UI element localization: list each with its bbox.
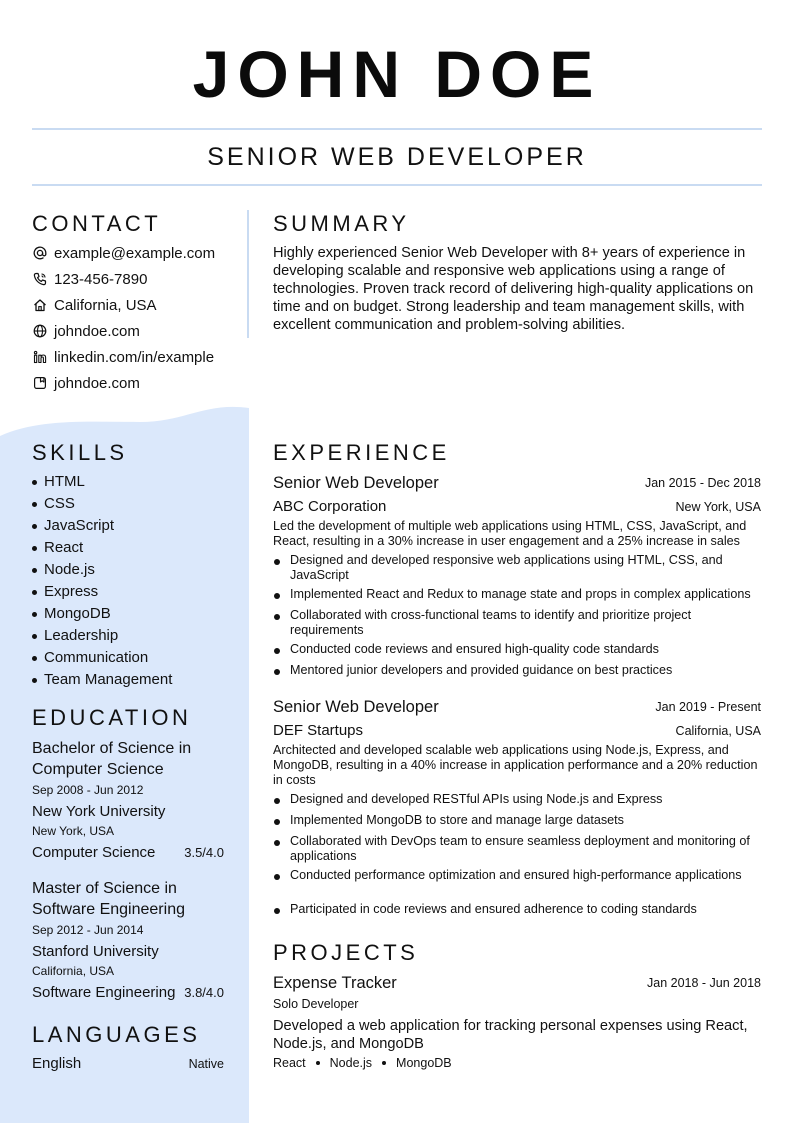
education-field-row	[32, 984, 224, 1001]
home-icon	[32, 298, 47, 313]
education-gpa: 3.8/4.0	[184, 985, 224, 1000]
job-bullet: Implemented MongoDB to store and manage large datasets	[273, 813, 763, 828]
education-school: New York University	[32, 803, 166, 820]
education-field: Computer Science	[32, 844, 156, 861]
contact-linkedin[interactable]	[32, 347, 214, 367]
job-dates: Jan 2019 - Present	[655, 700, 761, 714]
summary-heading: SUMMARY	[273, 211, 410, 236]
contact-portfolio-text: johndoe.com	[54, 374, 140, 392]
skill-item: Node.js	[32, 560, 95, 580]
column-divider	[247, 210, 249, 338]
language-row	[32, 1055, 224, 1072]
skills-heading: SKILLS	[32, 440, 128, 465]
contact-email[interactable]	[32, 243, 215, 263]
applicant-name: JOHN DOE	[192, 37, 602, 111]
job-bullet: Collaborated with cross-functional teams to identify and prioritize project requirements	[273, 608, 763, 638]
education-heading: EDUCATION	[32, 705, 192, 730]
header-divider-top	[32, 128, 762, 130]
project-name: Expense Tracker	[273, 974, 397, 992]
project-description: Developed a web application for tracking personal expenses using React, Node.js, and MongoDB	[273, 1018, 748, 1052]
phone-icon	[32, 272, 47, 287]
job-title-heading: SENIOR WEB DEVELOPER	[207, 143, 587, 171]
contact-website-text: johndoe.com	[54, 322, 140, 340]
job-bullet: Designed and developed RESTful APIs using Node.js and Express	[273, 792, 763, 807]
language-level: Native	[188, 1057, 224, 1071]
globe-icon	[32, 324, 47, 339]
contact-heading: CONTACT	[32, 211, 162, 236]
contact-phone[interactable]	[32, 269, 147, 289]
education-dates: Sep 2012 - Jun 2014	[32, 923, 144, 937]
contact-email-text: example@example.com	[54, 244, 216, 262]
job-title: Senior Web Developer	[273, 474, 439, 492]
skill-item: MongoDB	[32, 604, 111, 624]
job-bullet: Conducted code reviews and ensured high-quality code standards	[273, 642, 763, 657]
education-degree: Bachelor of Science in Computer Science	[32, 740, 192, 778]
contact-linkedin-text: linkedin.com/in/example	[54, 348, 215, 366]
project-tech-list	[273, 1056, 452, 1070]
job-bullet: Implemented React and Redux to manage state and props in complex applications	[273, 587, 763, 602]
experience-heading: EXPERIENCE	[273, 440, 450, 465]
education-location: New York, USA	[32, 824, 115, 838]
at-icon	[32, 246, 47, 261]
project-role: Solo Developer	[273, 997, 359, 1011]
portfolio-icon	[32, 376, 47, 391]
skill-item: Express	[32, 582, 98, 602]
education-degree: Master of Science in Software Engineering	[32, 880, 185, 918]
header-divider-bottom	[32, 184, 762, 186]
contact-website[interactable]	[32, 321, 140, 341]
education-field: Software Engineering	[32, 984, 176, 1001]
skill-item: Communication	[32, 648, 148, 668]
project-tech-item: MongoDB	[396, 1056, 452, 1070]
job-bullet: Designed and developed responsive web applications using HTML, CSS, and JavaScript	[273, 553, 763, 583]
job-company: ABC Corporation	[273, 498, 387, 515]
project-tech-item: Node.js	[329, 1056, 373, 1070]
languages-heading: LANGUAGES	[32, 1022, 201, 1047]
job-title: Senior Web Developer	[273, 698, 439, 716]
summary-text: Highly experienced Senior Web Developer with 8+ years of experience in developing scalable and responsive web applications using a range of technologies. Proven track record of delivering high-quality applications on time and on budget. Strong leadership and team management skills, with excellent communication and problem-solving abilities.	[273, 245, 754, 333]
contact-phone-text: 123-456-7890	[54, 270, 148, 288]
job-dates: Jan 2015 - Dec 2018	[644, 476, 761, 490]
project-dates: Jan 2018 - Jun 2018	[647, 976, 761, 990]
skill-item: React	[32, 538, 83, 558]
education-school: Stanford University	[32, 943, 159, 960]
education-dates: Sep 2008 - Jun 2012	[32, 783, 144, 797]
job-bullet: Participated in code reviews and ensured adherence to coding standards	[273, 902, 763, 917]
skill-item: Team Management	[32, 670, 172, 690]
contact-portfolio[interactable]	[32, 373, 140, 393]
projects-heading: PROJECTS	[273, 940, 419, 965]
project-tech-item: React	[273, 1056, 306, 1070]
education-gpa: 3.5/4.0	[184, 845, 224, 860]
language-name: English	[32, 1055, 82, 1072]
contact-location-text: California, USA	[54, 296, 157, 314]
job-location: New York, USA	[675, 500, 761, 514]
job-description: Architected and developed scalable web applications using Node.js, Express, and MongoDB, resulting in a 40% increase in application performance and a 20% reduction in costs	[273, 743, 758, 787]
job-description: Led the development of multiple web applications using HTML, CSS, JavaScript, and React, resulting in a 30% increase in user engagement and a 25% increase in sales	[273, 519, 747, 548]
skill-item: CSS	[32, 494, 75, 514]
skill-item: Leadership	[32, 626, 118, 646]
contact-location	[32, 295, 157, 315]
job-location: California, USA	[675, 724, 761, 738]
education-location: California, USA	[32, 964, 115, 978]
job-bullet: Collaborated with DevOps team to ensure seamless deployment and monitoring of applications	[273, 834, 763, 864]
education-field-row	[32, 844, 224, 861]
job-bullet: Mentored junior developers and provided guidance on best practices	[273, 663, 763, 678]
linkedin-icon	[32, 350, 47, 365]
skill-item: JavaScript	[32, 516, 114, 536]
job-bullet: Conducted performance optimization and ensured high-performance applications	[273, 868, 763, 883]
skill-item: HTML	[32, 472, 85, 492]
job-company: DEF Startups	[273, 722, 364, 739]
